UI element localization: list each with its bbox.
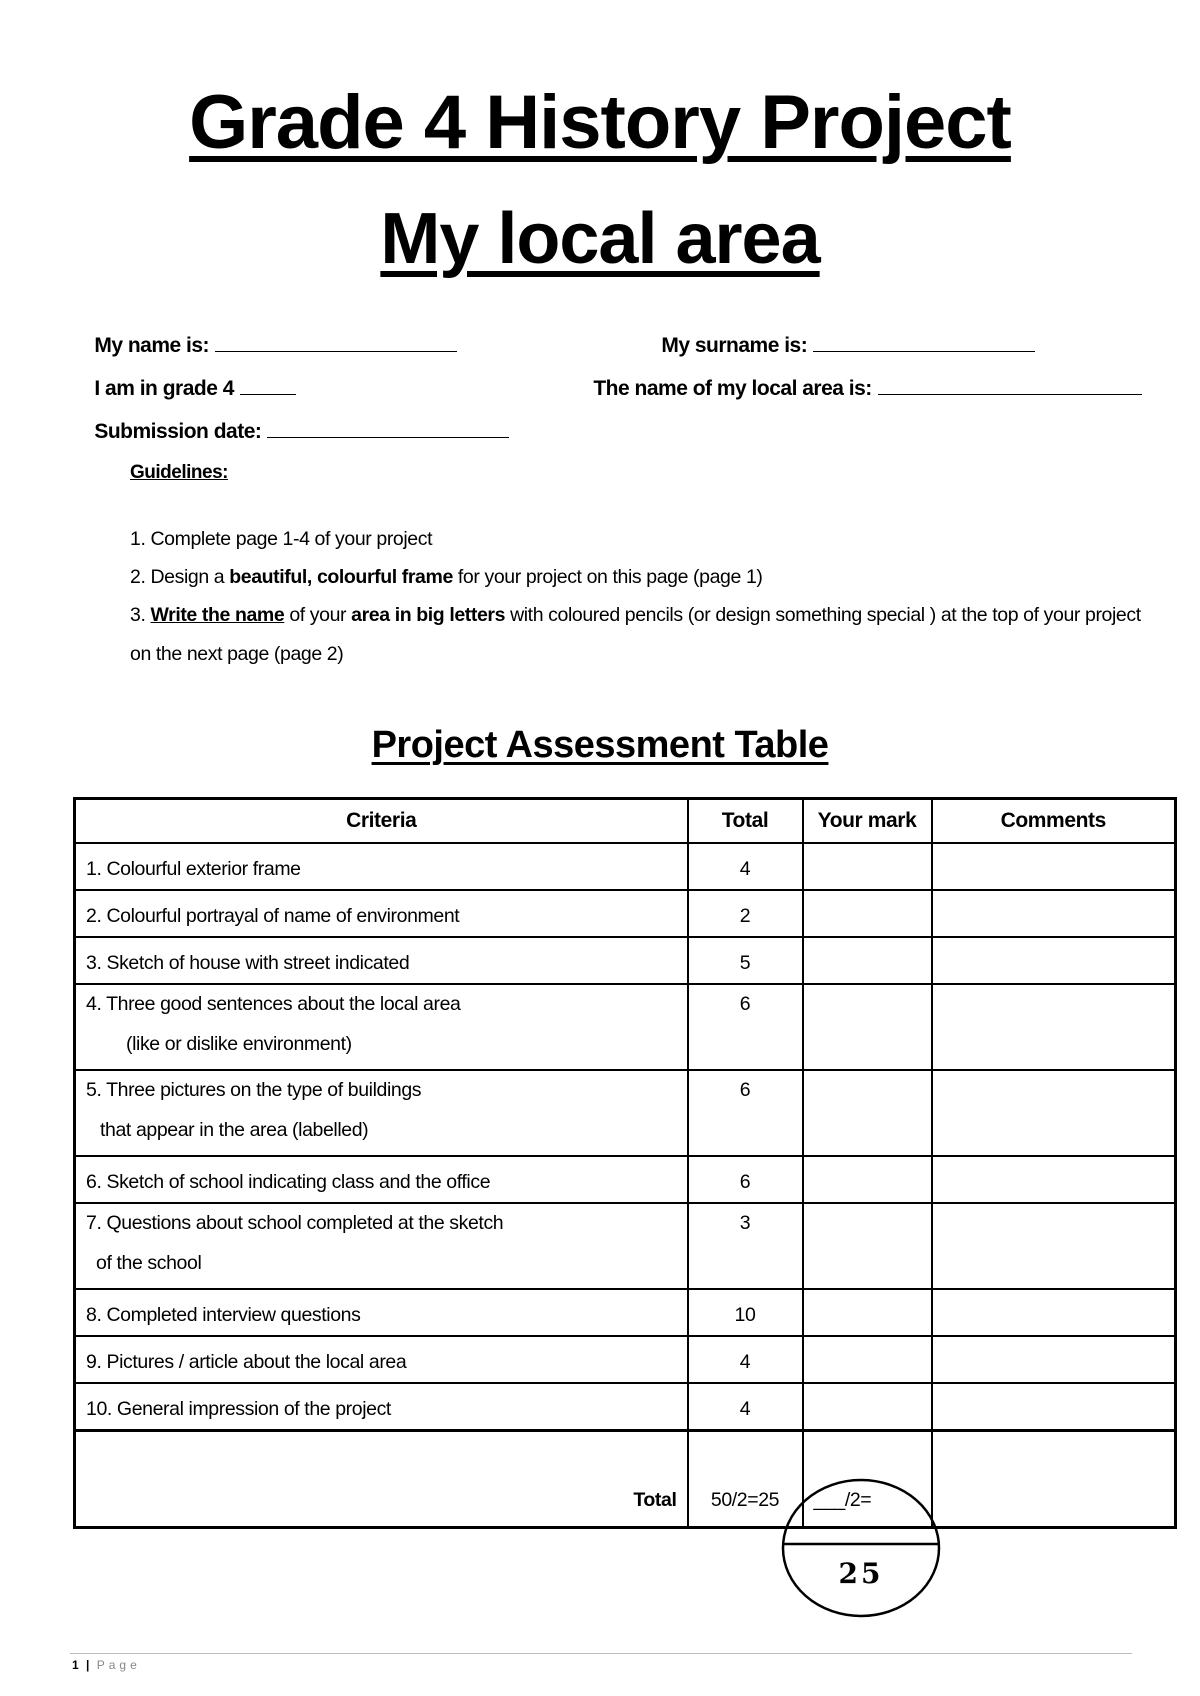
total-value: 50/2=25 [688, 1431, 803, 1528]
criteria-header: Criteria [75, 799, 688, 844]
your-mark-cell[interactable] [803, 984, 932, 1070]
your-mark-cell[interactable] [803, 843, 932, 890]
criteria-text: 4. Three good sentences about the local area [86, 993, 461, 1015]
total-mark-cell[interactable]: ___/2= [803, 1431, 932, 1528]
criteria-text-continued: of the school [96, 1252, 202, 1274]
criteria-text: 6. Sketch of school indicating class and the office [86, 1171, 491, 1193]
criteria-text-continued: that appear in the area (labelled) [100, 1119, 369, 1141]
comments-cell[interactable] [932, 843, 1176, 890]
criteria-cell [75, 1070, 688, 1156]
comments-cell[interactable] [932, 937, 1176, 984]
assessment-table [73, 797, 1177, 1529]
criteria-cell [75, 1336, 688, 1383]
your-mark-cell[interactable] [803, 1156, 932, 1203]
table-row [75, 843, 1176, 890]
criteria-text: 10. General impression of the project [86, 1398, 391, 1420]
page-number: 1 [72, 1658, 81, 1672]
criteria-text: 9. Pictures / article about the local area [86, 1351, 407, 1373]
comments-cell[interactable] [932, 1070, 1176, 1156]
comments-cell[interactable] [932, 1156, 1176, 1203]
total-cell: 4 [688, 1336, 803, 1383]
guideline-item-3 [130, 604, 1141, 627]
table-header-row [75, 799, 1176, 844]
comments-cell[interactable] [932, 1383, 1176, 1431]
score-circle-outline [783, 1480, 939, 1616]
name-label: My name is: [94, 334, 210, 357]
your-mark-cell[interactable] [803, 1289, 932, 1336]
guideline-item-1: 1. Complete page 1-4 of your project [130, 528, 433, 550]
total-cell: 4 [688, 1383, 803, 1431]
table-total-row [75, 1431, 1176, 1528]
total-cell: 4 [688, 843, 803, 890]
criteria-cell [75, 1289, 688, 1336]
criteria-text: 8. Completed interview questions [86, 1304, 361, 1326]
your-mark-header: Your mark [803, 799, 932, 844]
assessment-table-title: Project Assessment Table [371, 724, 829, 766]
criteria-cell [75, 1203, 688, 1289]
total-label: Total [75, 1431, 688, 1528]
submission-date-blank[interactable] [267, 421, 509, 438]
guideline-2-bold: beautiful, colourful frame [229, 566, 453, 588]
score-circle [781, 1478, 941, 1618]
guideline-item-2 [130, 566, 762, 589]
guidelines-title: Guidelines: [130, 462, 228, 483]
submission-date-label: Submission date: [94, 420, 262, 443]
criteria-text: 7. Questions about school completed at the sketch [86, 1212, 504, 1234]
surname-blank[interactable] [813, 335, 1035, 352]
comments-cell[interactable] [932, 1203, 1176, 1289]
total-cell: 5 [688, 937, 803, 984]
name-blank[interactable] [215, 335, 457, 352]
grade-blank[interactable] [240, 378, 296, 395]
total-cell: 6 [688, 1156, 803, 1203]
page-word: Page [96, 1658, 141, 1672]
table-row [75, 984, 1176, 1070]
criteria-text: 1. Colourful exterior frame [86, 858, 301, 880]
document-title: Grade 4 History Project [189, 80, 1011, 165]
guideline-item-3-continued: on the next page (page 2) [130, 643, 344, 665]
local-area-label: The name of my local area is: [593, 377, 872, 400]
footer-separator: | [86, 1658, 92, 1672]
total-cell: 6 [688, 1070, 803, 1156]
criteria-cell [75, 1383, 688, 1431]
guideline-3-number: 3. [130, 604, 151, 626]
guideline-3-text: of your [284, 604, 352, 626]
guideline-2-text-end: for your project on this page (page 1) [452, 566, 763, 588]
your-mark-cell[interactable] [803, 1070, 932, 1156]
your-mark-cell[interactable] [803, 1383, 932, 1431]
criteria-text-continued: (like or dislike environment) [126, 1033, 352, 1055]
criteria-cell [75, 890, 688, 937]
criteria-text: 2. Colourful portrayal of name of environment [86, 905, 460, 927]
page-footer [72, 1658, 141, 1672]
total-cell: 2 [688, 890, 803, 937]
total-cell: 3 [688, 1203, 803, 1289]
table-row [75, 1156, 1176, 1203]
criteria-cell [75, 1156, 688, 1203]
table-row [75, 1070, 1176, 1156]
comments-cell[interactable] [932, 1336, 1176, 1383]
total-comments-cell[interactable] [932, 1431, 1176, 1528]
criteria-cell [75, 984, 688, 1070]
your-mark-cell[interactable] [803, 1203, 932, 1289]
criteria-text: 3. Sketch of house with street indicated [86, 952, 410, 974]
criteria-text: 5. Three pictures on the type of buildings [86, 1079, 422, 1101]
comments-header: Comments [932, 799, 1176, 844]
table-row [75, 1203, 1176, 1289]
guideline-3-bold: area in big letters [351, 604, 506, 626]
table-row [75, 1383, 1176, 1431]
guideline-2-text: 2. Design a [130, 566, 230, 588]
local-area-blank[interactable] [878, 378, 1142, 395]
criteria-cell [75, 937, 688, 984]
footer-divider [70, 1653, 1132, 1654]
total-header: Total [688, 799, 803, 844]
total-cell: 6 [688, 984, 803, 1070]
your-mark-cell[interactable] [803, 937, 932, 984]
comments-cell[interactable] [932, 1289, 1176, 1336]
table-row [75, 937, 1176, 984]
total-cell: 10 [688, 1289, 803, 1336]
submission-date-field [73, 396, 509, 468]
criteria-cell [75, 843, 688, 890]
comments-cell[interactable] [932, 984, 1176, 1070]
table-row [75, 1336, 1176, 1383]
document-subtitle: My local area [380, 199, 820, 279]
local-area-field [572, 353, 1142, 425]
guideline-3-underlined: Write the name [150, 604, 285, 626]
your-mark-cell[interactable] [803, 1336, 932, 1383]
your-mark-cell[interactable] [803, 890, 932, 937]
table-row [75, 890, 1176, 937]
comments-cell[interactable] [932, 890, 1176, 937]
surname-label: My surname is: [661, 334, 808, 357]
grade-label: I am in grade 4 [94, 377, 234, 400]
table-row [75, 1289, 1176, 1336]
guideline-3-text-end: with coloured pencils (or design something special ) at the top of your project [505, 604, 1141, 626]
score-denominator: 25 [838, 1557, 884, 1590]
